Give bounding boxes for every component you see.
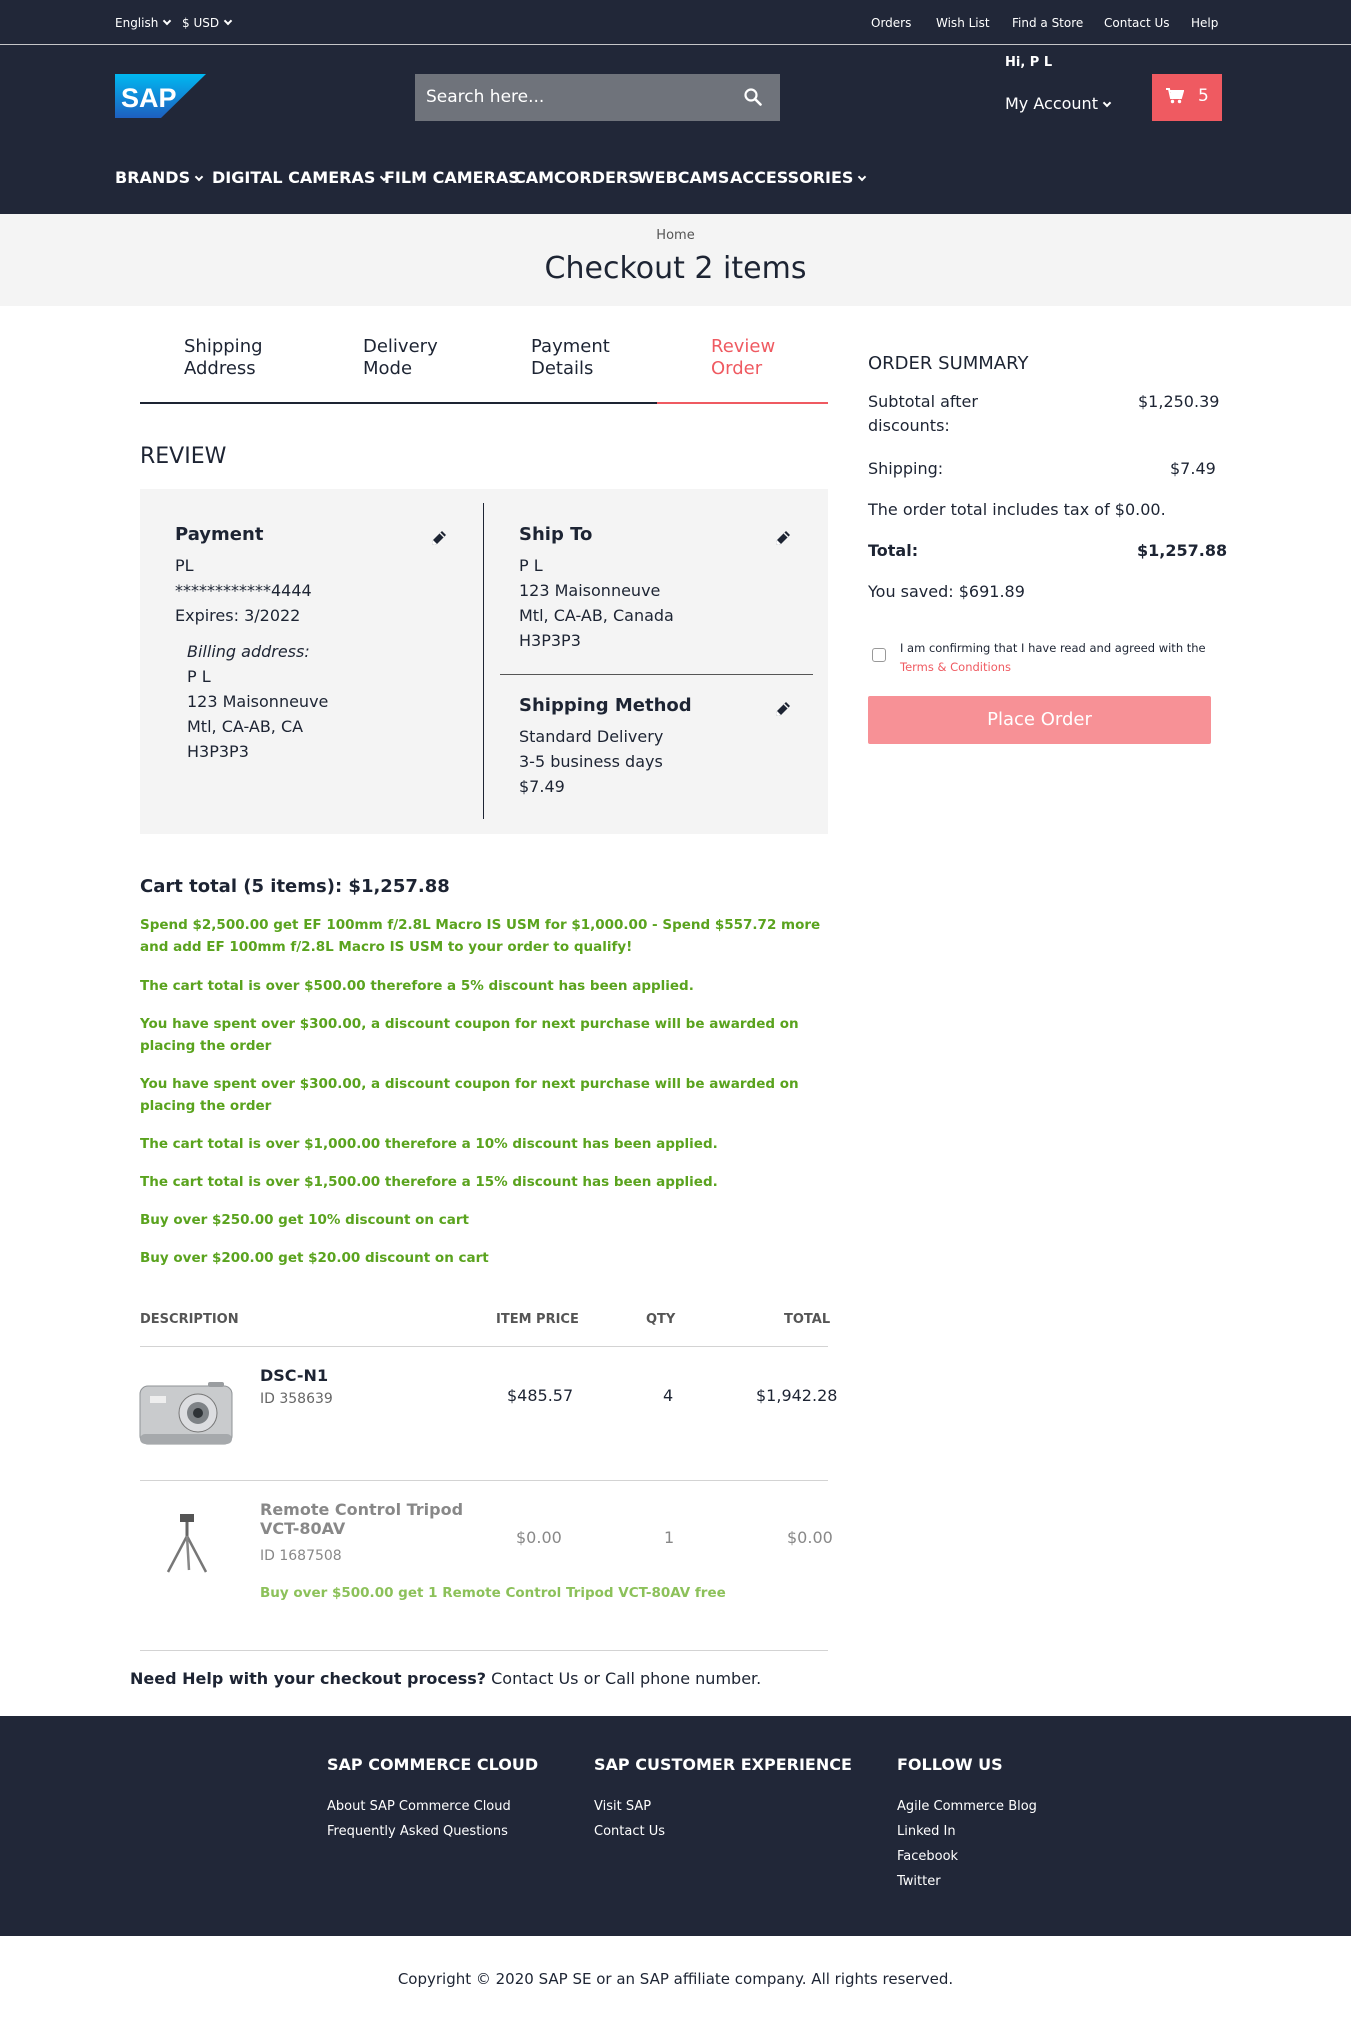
- terms-checkbox[interactable]: [872, 648, 886, 662]
- footer-heading-customer-experience: SAP CUSTOMER EXPERIENCE: [594, 1755, 852, 1774]
- search-box: [415, 74, 780, 121]
- tax-note: The order total includes tax of $0.00.: [868, 500, 1166, 519]
- promotion-message: Buy over $250.00 get 10% discount on cart: [140, 1212, 469, 1228]
- footer-link[interactable]: Twitter: [897, 1874, 941, 1889]
- footer-link[interactable]: Contact Us: [594, 1824, 665, 1839]
- ship-to-title: Ship To: [519, 524, 593, 545]
- language-label: English: [115, 16, 159, 30]
- payment-name: PL: [175, 556, 194, 575]
- cart-total: Cart total (5 items): $1,257.88: [140, 876, 450, 897]
- search-input[interactable]: [426, 87, 726, 107]
- cart-icon: [1166, 88, 1184, 109]
- nav-webcams[interactable]: WEBCAMS: [637, 168, 730, 187]
- shipping-method-details: Standard Delivery 3-5 business days $7.49: [519, 727, 664, 796]
- cart-count: 5: [1198, 86, 1209, 106]
- table-row: [260, 1366, 333, 1407]
- promotion-message: Spend $2,500.00 get EF 100mm f/2.8L Macro IS USM for $1,000.00 - Spend $557.72 more and add EF 100mm f/2.8L Macro IS USM to your order to qualify!: [140, 917, 821, 955]
- product-name[interactable]: Remote Control Tripod VCT-80AV: [260, 1500, 464, 1538]
- find-store-link[interactable]: Find a Store: [1012, 16, 1084, 30]
- terms-text: I am confirming that I have read and agreed with the Terms & Conditions: [900, 639, 1210, 677]
- item-price: $0.00: [516, 1528, 562, 1547]
- column-header-item-price: ITEM PRICE: [496, 1312, 579, 1327]
- footer-heading-follow-us: FOLLOW US: [897, 1755, 1003, 1774]
- footer-link[interactable]: Visit SAP: [594, 1799, 652, 1814]
- help-link[interactable]: Help: [1191, 16, 1219, 30]
- row-divider: [140, 1650, 828, 1651]
- chevron-down-icon: [195, 173, 203, 181]
- shipping-method-title: Shipping Method: [519, 695, 692, 716]
- product-id: ID 1687508: [260, 1548, 342, 1564]
- place-order-button[interactable]: Place Order: [868, 696, 1211, 744]
- total-label: Total:: [868, 541, 919, 560]
- footer-heading-commerce-cloud: SAP COMMERCE CLOUD: [327, 1755, 539, 1774]
- chevron-down-icon: [858, 173, 866, 181]
- item-price: $485.57: [507, 1386, 574, 1405]
- payment-details: [175, 553, 312, 628]
- mini-cart-button[interactable]: [1152, 74, 1222, 121]
- help-text: Contact Us or Call phone number.: [486, 1669, 762, 1688]
- promotion-message: Buy over $200.00 get $20.00 discount on cart: [140, 1250, 489, 1266]
- promotion-message: The cart total is over $1,000.00 therefore a 10% discount has been applied.: [140, 1136, 718, 1152]
- billing-address-label: Billing address:: [187, 642, 310, 661]
- greeting: Hi, P L: [1005, 55, 1053, 70]
- promotion-message: You have spent over $300.00, a discount coupon for next purchase will be awarded on placing the order: [140, 1016, 799, 1054]
- chevron-down-icon: [163, 17, 171, 25]
- savings: You saved: $691.89: [868, 582, 1025, 601]
- edit-payment-pencil-icon[interactable]: [429, 528, 449, 548]
- topbar-divider: [0, 44, 1351, 45]
- help-heading: Need Help with your checkout process?: [130, 1669, 487, 1688]
- payment-expiry: Expires: 3/2022: [175, 606, 301, 625]
- steps-progress-line: [140, 402, 657, 404]
- svg-text:SAP: SAP: [121, 83, 177, 113]
- step-shipping-address[interactable]: Shipping Address: [184, 336, 263, 379]
- product-image-tripod[interactable]: [162, 1512, 212, 1574]
- nav-accessories[interactable]: ACCESSORIES: [730, 168, 865, 187]
- footer-link[interactable]: Facebook: [897, 1849, 959, 1864]
- promotion-message: The cart total is over $1,500.00 therefore a 15% discount has been applied.: [140, 1174, 718, 1190]
- footer-link[interactable]: Linked In: [897, 1824, 956, 1839]
- product-image-dsc-n1[interactable]: [138, 1378, 234, 1448]
- column-header-description: DESCRIPTION: [140, 1312, 239, 1327]
- row-divider: [140, 1480, 828, 1481]
- subtotal-label: Subtotal after discounts:: [868, 392, 978, 435]
- item-promotion-message: Buy over $500.00 get 1 Remote Control Tripod VCT-80AV free: [260, 1585, 726, 1601]
- ship-to-address: P L 123 Maisonneuve Mtl, CA-AB, Canada H3P3P3: [519, 556, 674, 650]
- column-header-total: TOTAL: [784, 1312, 831, 1327]
- nav-camcorders[interactable]: CAMCORDERS: [514, 168, 640, 187]
- terms-conditions-link[interactable]: Terms & Conditions: [900, 660, 1012, 674]
- search-icon[interactable]: [744, 88, 762, 106]
- nav-film-cameras[interactable]: FILM CAMERAS: [384, 168, 520, 187]
- total-value: $1,257.88: [1137, 541, 1228, 560]
- chevron-down-icon: [1103, 99, 1111, 107]
- my-account-menu[interactable]: [1005, 94, 1110, 113]
- step-review-order[interactable]: Review Order: [711, 336, 776, 379]
- step-delivery-mode[interactable]: Delivery Mode: [363, 336, 438, 379]
- footer-link[interactable]: About SAP Commerce Cloud: [327, 1799, 511, 1814]
- ship-section-divider: [500, 674, 813, 675]
- order-summary-title: ORDER SUMMARY: [868, 353, 1029, 374]
- table-header-divider: [140, 1346, 828, 1347]
- payment-title: Payment: [175, 524, 264, 545]
- payment-card-number: ************4444: [175, 581, 312, 600]
- review-column-divider: [483, 503, 484, 819]
- currency-selector[interactable]: [182, 16, 231, 30]
- my-account-label: My Account: [1005, 94, 1098, 113]
- nav-digital-cameras[interactable]: DIGITAL CAMERAS: [212, 168, 387, 187]
- footer-link[interactable]: Agile Commerce Blog: [897, 1799, 1037, 1814]
- item-total: $1,942.28: [756, 1386, 838, 1405]
- checkout-help: [130, 1669, 761, 1688]
- site-footer: [0, 1716, 1351, 1936]
- language-selector[interactable]: [115, 16, 170, 30]
- item-qty: 4: [663, 1386, 674, 1405]
- orders-link[interactable]: Orders: [871, 16, 912, 30]
- shipping-value: $7.49: [1170, 459, 1216, 478]
- step-payment-details[interactable]: Payment Details: [531, 336, 610, 379]
- promotion-message: You have spent over $300.00, a discount coupon for next purchase will be awarded on placing the order: [140, 1076, 799, 1114]
- subtotal-value: $1,250.39: [1138, 392, 1220, 411]
- edit-ship-to-pencil-icon[interactable]: [773, 528, 793, 548]
- currency-label: $ USD: [182, 16, 220, 30]
- breadcrumb: [0, 228, 1351, 243]
- wish-list-link[interactable]: Wish List: [936, 16, 990, 30]
- column-header-qty: QTY: [646, 1312, 676, 1327]
- review-heading: REVIEW: [140, 444, 227, 469]
- product-id: ID 358639: [260, 1391, 333, 1407]
- breadcrumb-home[interactable]: Home: [656, 228, 695, 243]
- contact-us-link[interactable]: Contact Us: [1104, 16, 1170, 30]
- page-title: Checkout 2 items: [544, 251, 807, 286]
- shipping-label: Shipping:: [868, 459, 944, 478]
- sap-logo[interactable]: [115, 74, 206, 118]
- chevron-down-icon: [224, 17, 232, 25]
- item-qty: 1: [664, 1528, 675, 1547]
- nav-brands[interactable]: BRANDS: [115, 168, 202, 187]
- product-name[interactable]: DSC-N1: [260, 1366, 329, 1385]
- edit-shipping-method-pencil-icon[interactable]: [773, 699, 793, 719]
- site-header: [0, 0, 1351, 214]
- item-total: $0.00: [787, 1528, 833, 1547]
- footer-link[interactable]: Frequently Asked Questions: [327, 1824, 508, 1839]
- copyright: Copyright © 2020 SAP SE or an SAP affiliate company. All rights reserved.: [397, 1970, 954, 1988]
- table-row: [260, 1500, 490, 1564]
- steps-active-indicator: [657, 402, 828, 404]
- billing-address: Billing address: P L 123 Maisonneuve Mtl, CA-AB, CA H3P3P3: [187, 639, 328, 764]
- promotion-message: The cart total is over $500.00 therefore a 5% discount has been applied.: [140, 978, 694, 994]
